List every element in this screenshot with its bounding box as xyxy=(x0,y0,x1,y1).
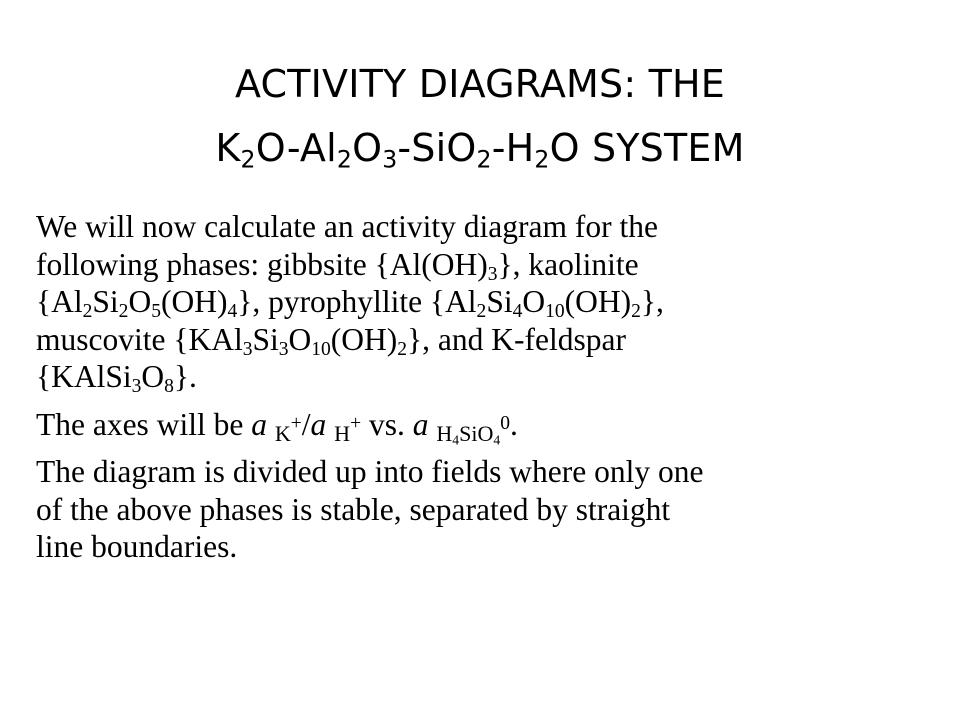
paragraph-axes xyxy=(36,406,916,448)
paragraph-line: We will now calculate an activity diagram for the xyxy=(36,209,658,244)
title-line-1: ACTIVITY DIAGRAMS: THE xyxy=(234,62,726,106)
paragraph-line: $\{Al_2Si_2O_5(OH)_4\}$, pyrophyllite $\{Al_2Si_4O_{10}(OH)_2\}$, xyxy=(36,284,664,322)
paragraph-line: The axes will be a K+/a H+ vs. a $H_4SiO_4^0$. xyxy=(36,406,518,448)
paragraph-phases xyxy=(36,208,916,396)
title-line-2: $K_2O-Al_2O_3-SiO_2-H_2O$ SYSTEM xyxy=(215,126,745,174)
paragraph-line: muscovite $\{KAl_3Si_3O_{10}(OH)_2\}$, and K-feldspar xyxy=(36,321,626,360)
paragraph-line: $\{KAlSi_3O_8\}$. xyxy=(36,359,197,397)
paragraph-line: The diagram is divided up into fields where only one xyxy=(36,454,704,489)
paragraph-line: line boundaries. xyxy=(36,529,238,564)
paragraph-fields xyxy=(36,453,916,566)
slide-body xyxy=(36,208,916,576)
paragraph-line: of the above phases is stable, separated by straight xyxy=(36,491,671,527)
paragraph-line: following phases: gibbsite $\{Al(OH)_3\}$, kaolinite xyxy=(36,246,639,285)
slide-title xyxy=(60,52,900,180)
